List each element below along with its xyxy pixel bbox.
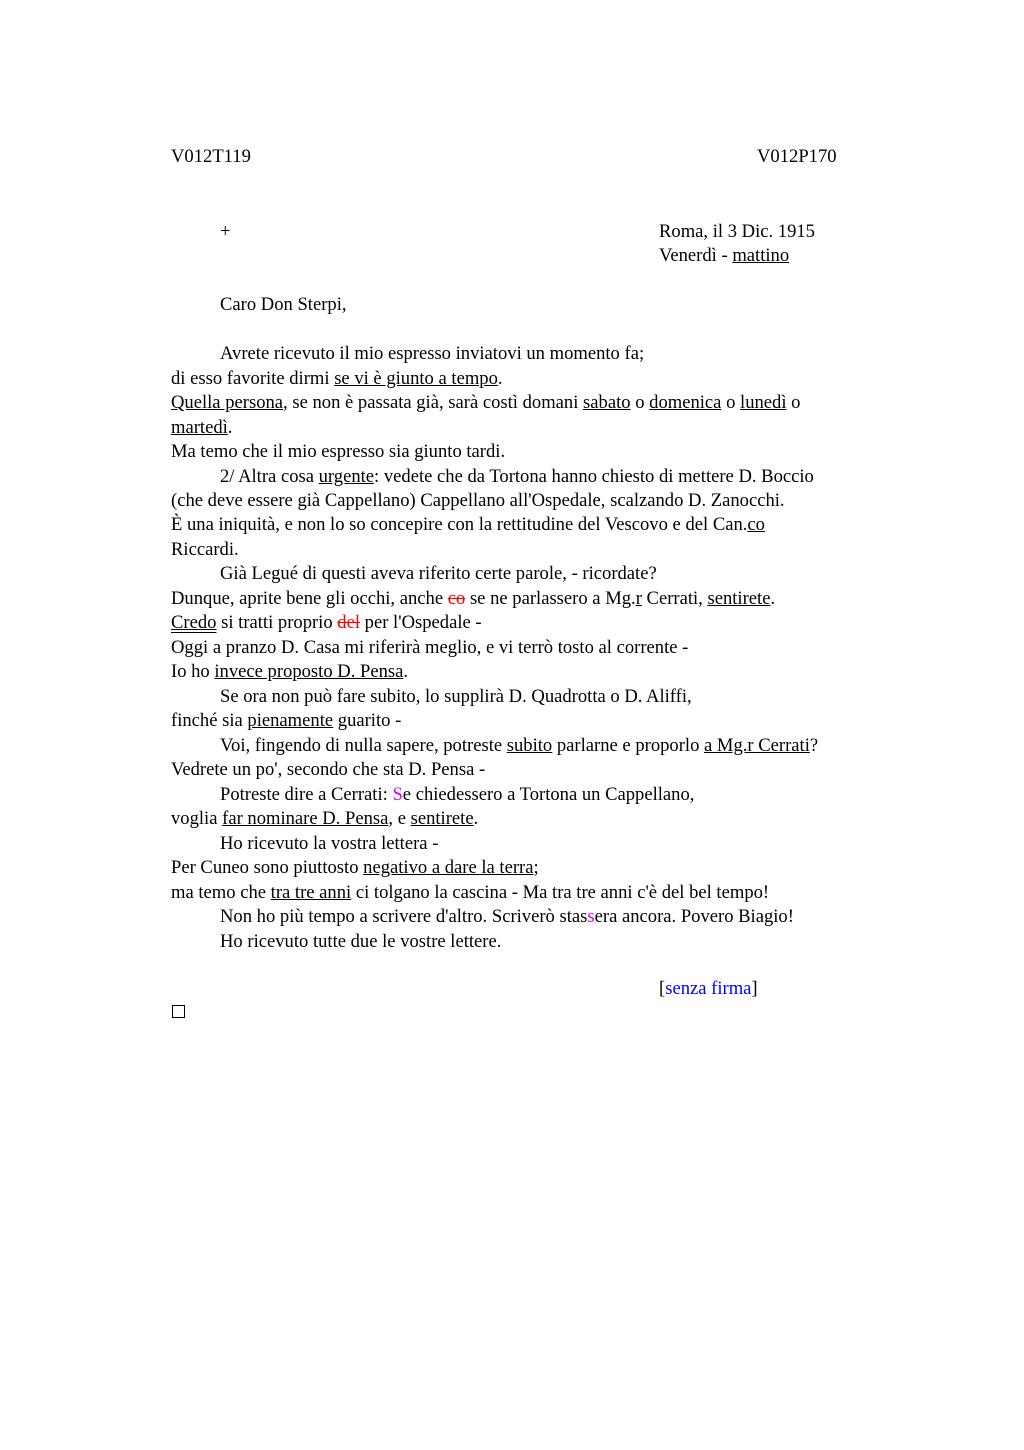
text: era ancora. Povero Biagio!: [594, 906, 794, 927]
underlined-text: sentirete: [707, 588, 771, 609]
text: o: [630, 392, 650, 413]
text: .: [497, 368, 503, 389]
text: .: [473, 808, 479, 829]
place-date: Roma, il 3 Dic. 1915: [659, 221, 815, 242]
body-line: [171, 416, 232, 440]
underlined-text: co: [747, 514, 765, 535]
body-line: [171, 587, 775, 611]
text: , se non è passata già, sarà costì domani: [283, 392, 584, 413]
text: Non ho più tempo a scrivere d'altro. Scriverò stas: [220, 906, 588, 927]
body-line: [171, 856, 539, 880]
underlined-text: subito: [506, 735, 553, 756]
body-line: [171, 807, 478, 831]
end-square-icon: [172, 1005, 185, 1018]
cross-mark: +: [220, 221, 231, 242]
text: voglia: [171, 808, 223, 829]
text: o: [721, 392, 741, 413]
body-line: Ho ricevuto la vostra lettera -: [220, 833, 439, 854]
body-line: (che deve essere già Cappellano) Cappellano all'Ospedale, scalzando D. Zanocchi.: [171, 490, 785, 511]
text: Cerrati,: [641, 588, 708, 609]
text: , e: [388, 808, 411, 829]
deleted-text: del: [337, 612, 361, 633]
text: Io ho: [171, 661, 215, 682]
underlined-text: Quella persona: [171, 392, 284, 413]
text: per l'Ospedale -: [360, 612, 482, 633]
text: si tratti proprio: [216, 612, 338, 633]
body-line: [220, 734, 818, 758]
underlined-text: martedì: [171, 417, 228, 438]
underlined-text: pienamente: [247, 710, 334, 731]
signature-text: senza firma: [665, 978, 752, 999]
document-code-left: V012T119: [171, 146, 251, 167]
text: ma temo che: [171, 882, 271, 903]
body-line: [171, 367, 503, 391]
underlined-text: negativo a dare la terra: [363, 857, 534, 878]
inserted-letter: s: [587, 906, 595, 927]
body-line: [171, 611, 482, 635]
signature-note: [659, 978, 758, 1000]
underlined-text: tra tre anni: [270, 882, 352, 903]
text: .: [403, 661, 409, 682]
underlined-text: far nominare D. Pensa: [222, 808, 389, 829]
text: Potreste dire a Cerrati:: [220, 784, 393, 805]
weekday-time: mattino: [732, 245, 790, 266]
underlined-text: domenica: [649, 392, 722, 413]
underlined-text: r: [635, 588, 642, 609]
text: .: [770, 588, 776, 609]
text: o: [786, 392, 801, 413]
bracket-close: ]: [751, 978, 758, 999]
underlined-text: se vi è giunto a tempo: [334, 368, 498, 389]
underlined-text: a Mg.r Cerrati: [704, 735, 810, 756]
body-line: [220, 905, 794, 929]
body-line: Oggi a pranzo D. Casa mi riferirà meglio, e vi terrò tosto al corrente -: [171, 637, 689, 658]
text: guarito -: [333, 710, 402, 731]
salutation: Caro Don Sterpi,: [220, 294, 347, 315]
text: se ne parlassero a Mg.: [465, 588, 636, 609]
deleted-text: co: [447, 588, 466, 609]
text: finché sia: [171, 710, 248, 731]
text: ;: [533, 857, 539, 878]
body-line: Già Legué di questi aveva riferito certe parole, - ricordate?: [220, 563, 657, 584]
body-line: [171, 391, 800, 415]
body-line: [220, 465, 814, 489]
body-line: [220, 783, 694, 807]
text: : vedete che da Tortona hanno chiesto di mettere D. Boccio: [374, 466, 814, 487]
text: Per Cuneo sono piuttosto: [171, 857, 364, 878]
body-line: Se ora non può fare subito, lo supplirà D. Quadrotta o D. Aliffi,: [220, 686, 692, 707]
underlined-text: lunedì: [740, 392, 787, 413]
double-underlined-text: Credo: [171, 612, 217, 633]
body-line: [171, 513, 765, 537]
document-code-right: V012P170: [757, 146, 837, 167]
underlined-text: sabato: [583, 392, 631, 413]
text: Voi, fingendo di nulla sapere, potreste: [220, 735, 507, 756]
text: e chiedessero a Tortona un Cappellano,: [402, 784, 695, 805]
body-line: Avrete ricevuto il mio espresso inviatovi un momento fa;: [220, 343, 645, 364]
text: di esso favorite dirmi: [171, 368, 335, 389]
text: È una iniquità, e non lo so concepire con la rettitudine del Vescovo e del Can.: [171, 514, 748, 535]
underlined-text: urgente: [318, 466, 375, 487]
underlined-text: sentirete: [410, 808, 474, 829]
inserted-letter: S: [392, 784, 403, 805]
body-line: Ma temo che il mio espresso sia giunto tardi.: [171, 441, 506, 462]
text: ci tolgano la cascina - Ma tra tre anni c'è del bel tempo!: [351, 882, 770, 903]
weekday: Venerdì -: [659, 245, 733, 266]
body-line: Vedrete un po', secondo che sta D. Pensa -: [171, 759, 486, 780]
body-line: [171, 709, 401, 733]
body-line: [171, 660, 408, 684]
text: parlarne e proporlo: [552, 735, 705, 756]
bracket-open: [: [659, 978, 666, 999]
underlined-text: invece proposto D. Pensa: [214, 661, 404, 682]
text: .: [227, 417, 233, 438]
text: ?: [809, 735, 819, 756]
body-line: Ho ricevuto tutte due le vostre lettere.: [220, 931, 502, 952]
text: 2/ Altra cosa: [220, 466, 319, 487]
weekday-line: [659, 245, 789, 267]
text: Dunque, aprite bene gli occhi, anche: [171, 588, 448, 609]
body-line: [171, 881, 769, 905]
body-line: Riccardi.: [171, 539, 239, 560]
